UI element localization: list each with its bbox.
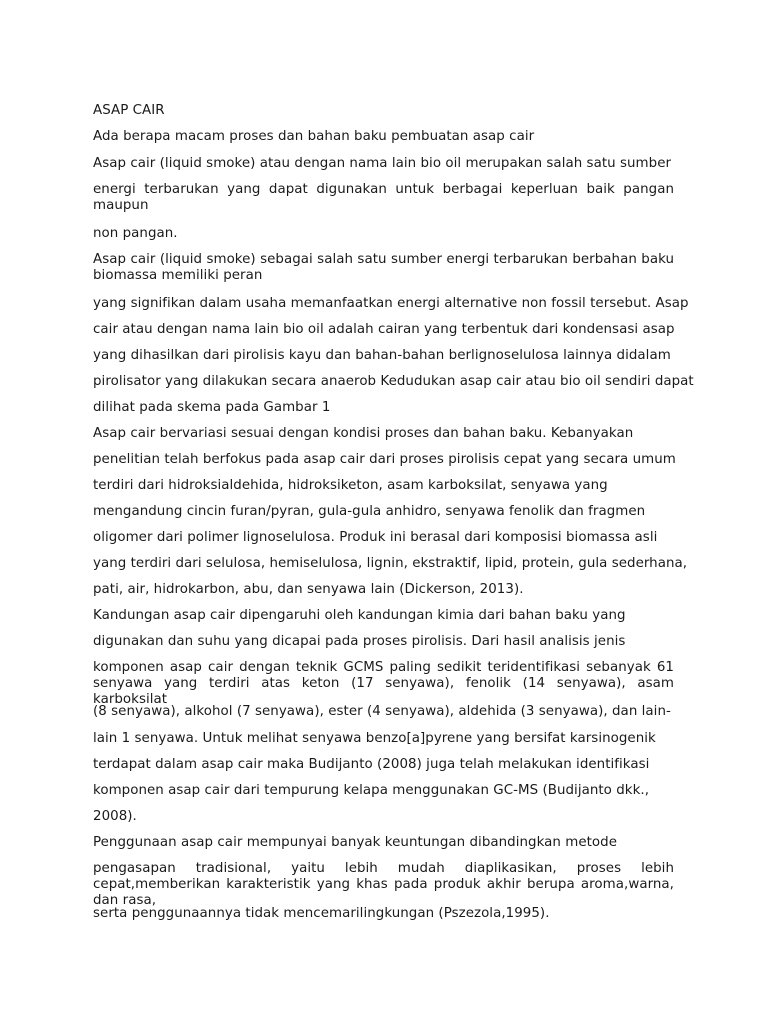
text-line: energi terbarukan yang dapat digunakan untuk berbagai keperluan baik pangan maupun (93, 182, 674, 213)
document-subtitle-question: Ada berapa macam proses dan bahan baku pembuatan asap cair (93, 129, 535, 144)
text-line: pirolisator yang dilakukan secara anaerob Kedudukan asap cair atau bio oil sendiri dapat (93, 374, 694, 389)
text-line: mengandung cincin furan/pyran, gula-gula anhidro, senyawa fenolik dan fragmen (93, 504, 646, 519)
text-line: Asap cair (liquid smoke) sebagai salah satu sumber energi terbarukan berbahan baku biomassa memiliki peran (93, 252, 674, 283)
text-line: (8 senyawa), alkohol (7 senyawa), ester (4 senyawa), aldehida (3 senyawa), dan lain- (93, 704, 671, 719)
text-line: Kandungan asap cair dipengaruhi oleh kandungan kimia dari bahan baku yang (93, 608, 626, 623)
text-line: 2008). (93, 809, 137, 824)
text-line: terdiri dari hidroksialdehida, hidroksiketon, asam karboksilat, senyawa yang (93, 478, 608, 493)
text-line: komponen asap cair dengan teknik GCMS paling sedikit teridentifikasi sebanyak 61 senyawa yang terdiri atas keton (17 senyawa), fenolik (14 senyawa), asam karboksilat (93, 660, 674, 707)
text-line: dilihat pada skema pada Gambar 1 (93, 400, 331, 415)
text-line: yang dihasilkan dari pirolisis kayu dan bahan-bahan berlignoselulosa lainnya didalam (93, 348, 671, 363)
text-line: terdapat dalam asap cair maka Budijanto (2008) juga telah melakukan identifikasi (93, 757, 650, 772)
document-title: ASAP CAIR (93, 103, 165, 118)
text-line: pati, air, hidrokarbon, abu, dan senyawa lain (Dickerson, 2013). (93, 582, 524, 597)
text-line: cair atau dengan nama lain bio oil adalah cairan yang terbentuk dari kondensasi asap (93, 322, 675, 337)
text-line: penelitian telah berfokus pada asap cair dari proses pirolisis cepat yang secara umum (93, 452, 676, 467)
text-line: non pangan. (93, 226, 178, 241)
text-line: serta penggunaannya tidak mencemarilingkungan (Pszezola,1995). (93, 906, 550, 921)
text-line: digunakan dan suhu yang dicapai pada proses pirolisis. Dari hasil analisis jenis (93, 634, 626, 649)
text-line: Asap cair bervariasi sesuai dengan kondisi proses dan bahan baku. Kebanyakan (93, 426, 634, 441)
text-line: lain 1 senyawa. Untuk melihat senyawa benzo[a]pyrene yang bersifat karsinogenik (93, 731, 656, 746)
text-line: yang terdiri dari selulosa, hemiselulosa, lignin, ekstraktif, lipid, protein, gula sederhana, (93, 556, 688, 571)
text-line: Penggunaan asap cair mempunyai banyak keuntungan dibandingkan metode (93, 835, 617, 850)
text-line: Asap cair (liquid smoke) atau dengan nama lain bio oil merupakan salah satu sumber (93, 156, 672, 171)
text-line: pengasapan tradisional, yaitu lebih mudah diaplikasikan, proses lebih cepat,memberikan karakteristik yang khas pada produk akhir berupa aroma,warna, dan rasa, (93, 861, 674, 908)
text-line: oligomer dari polimer lignoselulosa. Produk ini berasal dari komposisi biomassa asli (93, 530, 658, 545)
text-line: yang signifikan dalam usaha memanfaatkan energi alternative non fossil tersebut. Asap (93, 296, 689, 311)
text-line: komponen asap cair dari tempurung kelapa menggunakan GC-MS (Budijanto dkk., (93, 783, 650, 798)
